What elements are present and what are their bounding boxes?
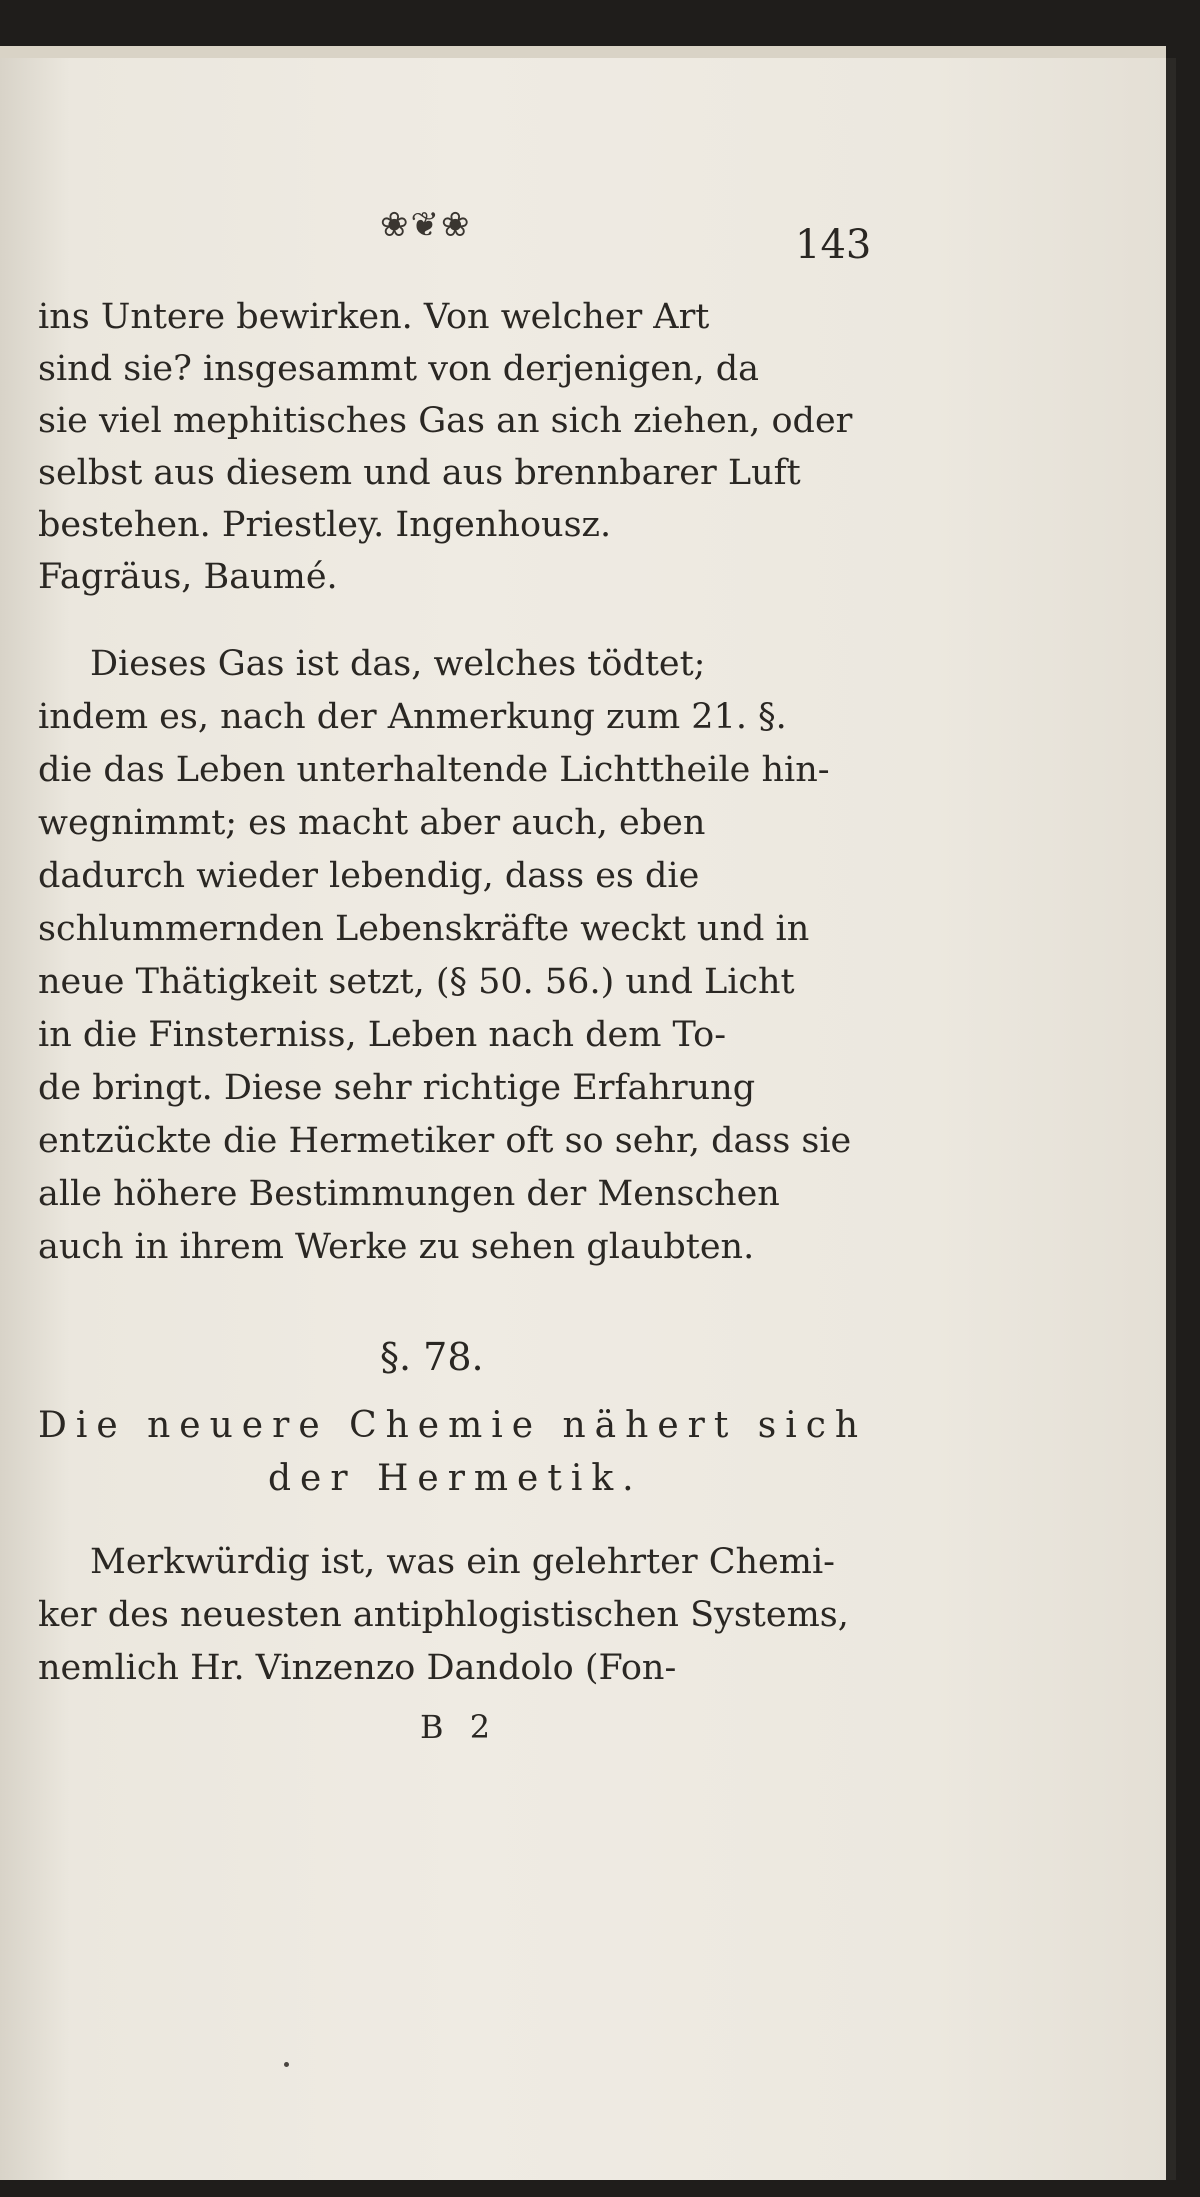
text-line: bestehen. Priestley. Ingenhousz. — [38, 505, 612, 545]
text-line: neue Thätigkeit setzt, (§ 50. 56.) und Licht — [38, 962, 795, 1002]
page-edge — [1166, 58, 1176, 2180]
signature-mark: B 2 — [420, 1708, 499, 1746]
text-line: sind sie? insgesammt von derjenigen, da — [38, 349, 760, 389]
text-line: in die Finsterniss, Leben nach dem To- — [38, 1015, 727, 1055]
section-heading: Die neuere Chemie nähert sich — [38, 1405, 868, 1446]
text-line: Fagräus, Baumé. — [38, 557, 338, 597]
text-line: ker des neuesten antiphlogistischen Systems, — [38, 1595, 849, 1635]
section-number: §. 78. — [380, 1335, 484, 1379]
text-line: ins Untere bewirken. Von welcher Art — [38, 297, 710, 337]
text-line: alle höhere Bestimmungen der Menschen — [38, 1174, 780, 1214]
text-line: auch in ihrem Werke zu sehen glaubten. — [38, 1227, 755, 1267]
ink-speck — [284, 2062, 289, 2067]
text-line: Dieses Gas ist das, welches tödtet; — [90, 644, 706, 684]
text-line: entzückte die Hermetiker oft so sehr, dass sie — [38, 1121, 852, 1161]
text-line: dadurch wieder lebendig, dass es die — [38, 856, 700, 896]
section-heading: der Hermetik. — [268, 1458, 643, 1499]
text-line: nemlich Hr. Vinzenzo Dandolo (Fon- — [38, 1648, 677, 1688]
header-ornament: ❀❦❀ — [380, 205, 472, 245]
text-line: wegnimmt; es macht aber auch, eben — [38, 803, 706, 843]
text-line: selbst aus diesem und aus brennbarer Luft — [38, 453, 801, 493]
page-number: 143 — [795, 222, 872, 268]
text-line: Merkwürdig ist, was ein gelehrter Chemi- — [90, 1542, 835, 1582]
text-line: schlummernden Lebenskräfte weckt und in — [38, 909, 810, 949]
text-line: sie viel mephitisches Gas an sich ziehen, oder — [38, 401, 853, 441]
text-line: de bringt. Diese sehr richtige Erfahrung — [38, 1068, 756, 1108]
text-line: indem es, nach der Anmerkung zum 21. §. — [38, 697, 787, 737]
text-line: die das Leben unterhaltende Lichttheile hin- — [38, 750, 830, 790]
